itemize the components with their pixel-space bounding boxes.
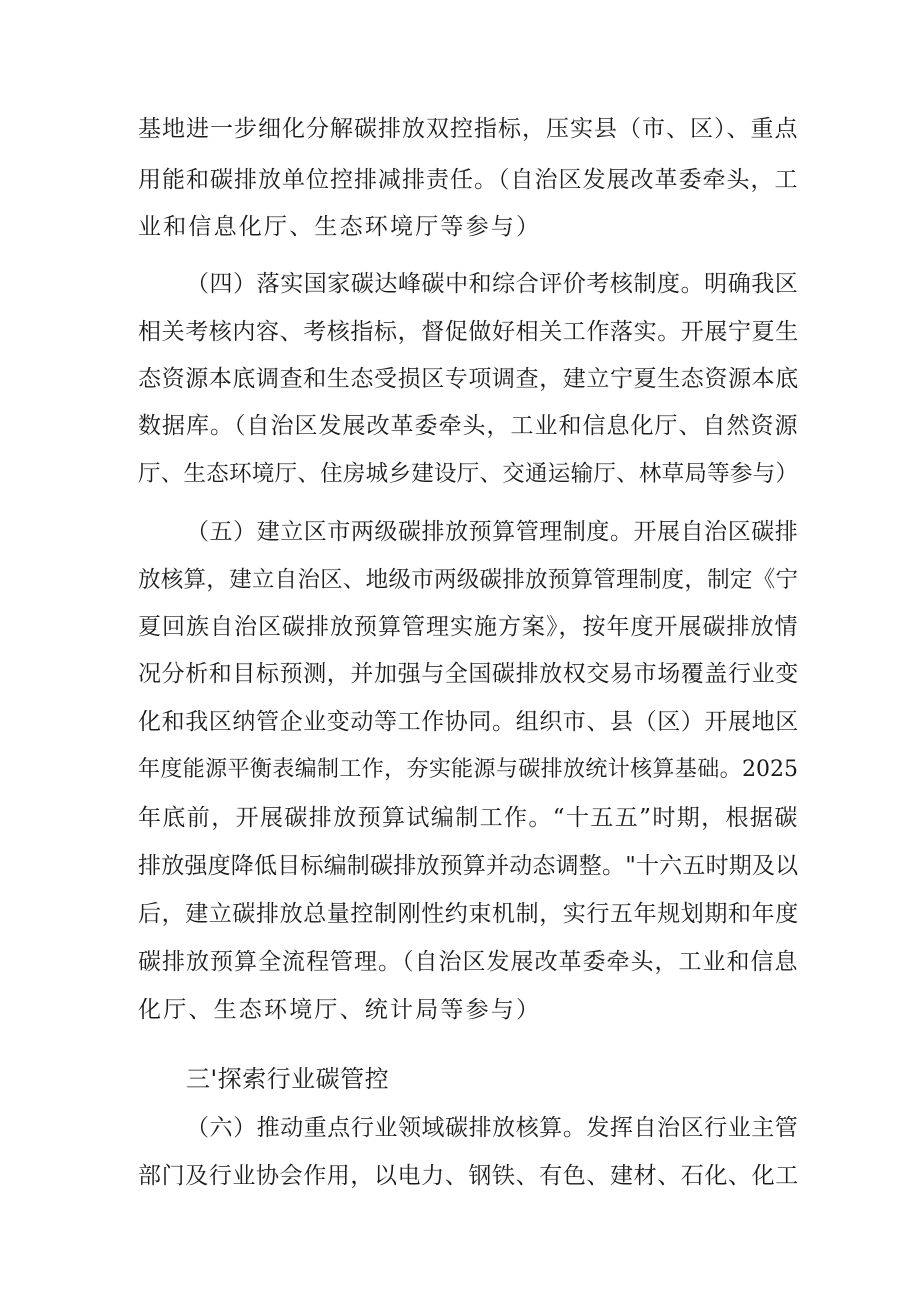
paragraph-line: （五）建立区市两级碳排放预算管理制度。开展自治区碳排 — [186, 519, 798, 545]
paragraph-line: 碳排放预算全流程管理。（自治区发展改革委牵头，工业和信息 — [138, 949, 799, 975]
paragraph-line: 用能和碳排放单位控排减排责任。（自治区发展改革委牵头，工 — [138, 167, 799, 193]
paragraph-line: 相关考核内容、考核指标，督促做好相关工作落实。开展宁夏生 — [138, 319, 799, 345]
paragraph-line: 后，建立碳排放总量控制刚性约束机制，实行五年规划期和年度 — [138, 901, 799, 927]
paragraph-line: 年度能源平衡表编制工作，夯实能源与碳排放统计核算基础。2025 — [138, 757, 798, 782]
paragraph-line: 化和我区纳管企业变动等工作协同。组织市、县（区）开展地区 — [138, 709, 799, 735]
paragraph-line: 夏回族自治区碳排放预算管理实施方案》，按年度开展碳排放情 — [138, 614, 799, 640]
paragraph-line: 放核算，建立自治区、地级市两级碳排放预算管理制度，制定《宁 — [138, 567, 798, 593]
paragraph-line: 态资源本底调查和生态受损区专项调查，建立宁夏生态资源本底 — [138, 366, 799, 392]
paragraph-line: 业和信息化厅、生态环境厅等参与） — [138, 214, 542, 240]
paragraph-line: （四）落实国家碳达峰碳中和综合评价考核制度。明确我区 — [186, 271, 798, 297]
paragraph-line: 部门及行业协会作用，以电力、钢铁、有色、建材、石化、化工 — [138, 1163, 799, 1189]
paragraph-line: 排放强度降低目标编制碳排放预算并动态调整。"十六五时期及以 — [138, 853, 799, 879]
paragraph-line: （六）推动重点行业领域碳排放核算。发挥自治区行业主管 — [186, 1115, 798, 1141]
paragraph-line: 数据库。（自治区发展改革委牵头，工业和信息化厅、自然资源 — [138, 413, 799, 439]
paragraph-line: 年底前，开展碳排放预算试编制工作。“十五五”时期，根据碳 — [138, 805, 799, 831]
section-heading: 三'探索行业碳管控 — [186, 1065, 390, 1093]
paragraph-line: 化厅、生态环境厅、统计局等参与） — [138, 997, 542, 1023]
paragraph-line: 厅、生态环境厅、住房城乡建设厅、交通运输厅、林草局等参与） — [138, 461, 798, 487]
paragraph-line: 况分析和目标预测，并加强与全国碳排放权交易市场覆盖行业变 — [138, 661, 799, 687]
paragraph-line: 基地进一步细化分解碳排放双控指标，压实县（市、区）、重点 — [138, 116, 799, 142]
